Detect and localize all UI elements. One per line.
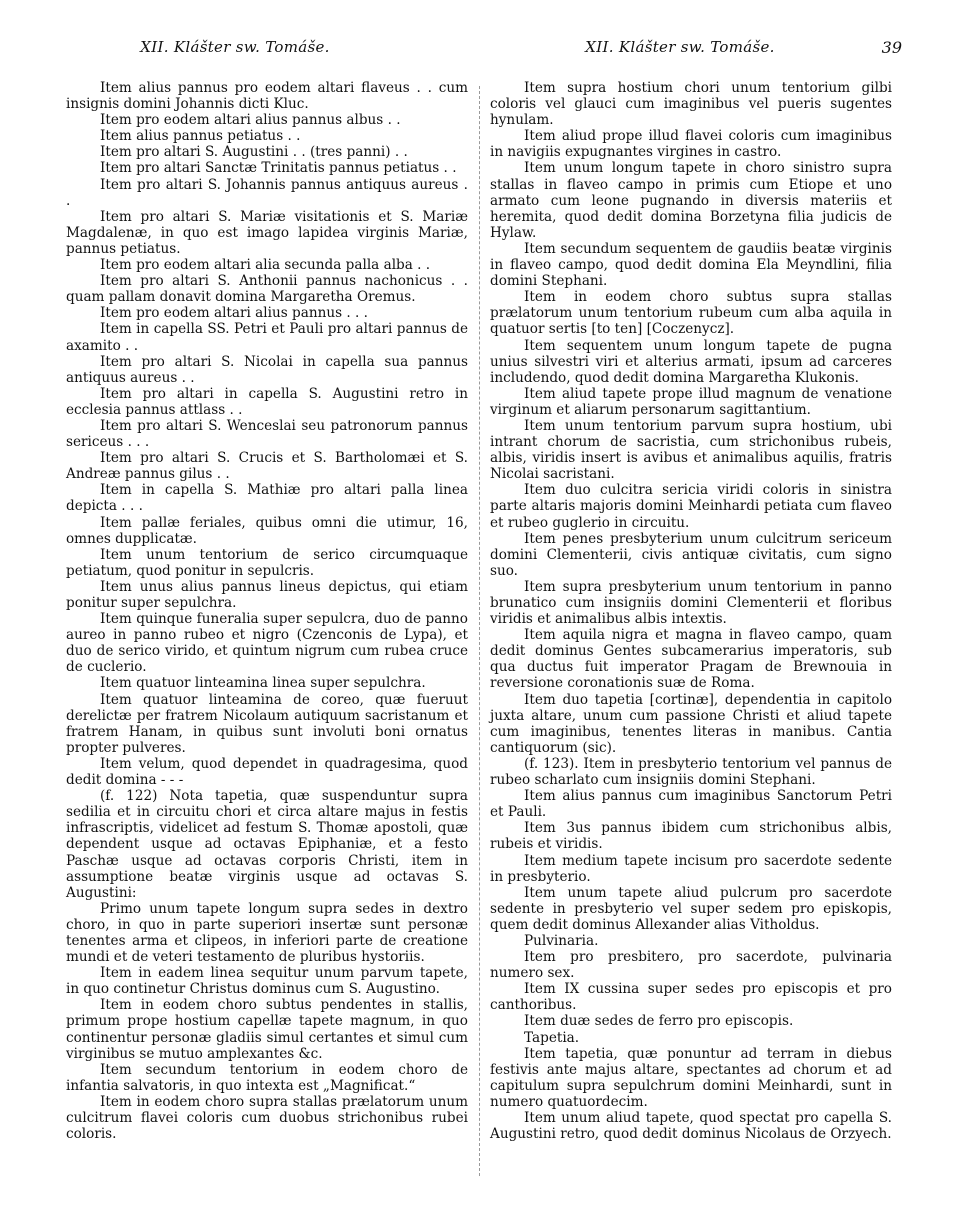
paragraph: Item supra hostium chori unum tentorium gilbi coloris vel glauci cum imaginibus vel pueris sugentes hynulam. xyxy=(490,80,892,129)
paragraph: Item pro presbitero, pro sacerdote, pulvinaria numero sex. xyxy=(490,949,892,982)
paragraph: Item in capella SS. Petri et Pauli pro altari pannus de axamito . . xyxy=(66,321,468,354)
paragraph: Item pro altari S. Anthonii pannus nachonicus . . quam pallam donavit domina Margaretha Oremus. xyxy=(66,273,468,306)
paragraph: Item pro altari Sanctæ Trinitatis pannus petiatus . . xyxy=(100,160,457,177)
paragraph: Item unum tapete aliud pulcrum pro sacerdote sedente in presbyterio vel super sedem pro episkopis, quem dedit dominus Allexander alias Vitholdus. xyxy=(490,884,892,933)
paragraph: Item alius pannus pro eodem altari flaveus . . cum insignis domini Johannis dicti Kluc. xyxy=(66,80,468,113)
paragraph: Item pro altari S. Mariæ visitationis et S. Mariæ Magdalenæ, in quo est imago lapidea virginis Mariæ, pannus petiatus. xyxy=(66,208,468,257)
paragraph: Primo unum tapete longum supra sedes in dextro choro, in quo in parte superiori insertæ sunt personæ tenentes arma et clipeos, in inferiori parte de creatione mundi et de veteri testamento de pluribus hystoriis. xyxy=(66,900,468,966)
paragraph: Item 3us pannus ibidem cum strichonibus albis, rubeis et viridis. xyxy=(490,820,892,853)
paragraph: Item aquila nigra et magna in flaveo campo, quam dedit dominus Gentes subcamerarius imperatoris, sub qua ductus fuit imperator Pragam de Brewnouia in reversione coronationis suæ de Roma. xyxy=(490,627,892,692)
paragraph: Item sequentem unum longum tapete de pugna unius silvestri viri et alterius armati, ipsum ad carceres includendo, quod dedit domina Margaretha Klukonis. xyxy=(490,337,892,386)
paragraph: Item alius pannus petiatus . . xyxy=(100,128,301,145)
section-heading: Pulvinaria. xyxy=(524,932,599,949)
paragraph: Item pro altari S. Augustini . . (tres panni) . . xyxy=(100,144,408,161)
paragraph: Item duo culcitra sericia viridi coloris in sinistra parte altaris majoris domini Meinhardi petiata cum flaveo et rubeo guglerio in circuitu. xyxy=(490,482,892,531)
column-divider xyxy=(479,86,480,1176)
paragraph: Item quinque funeralia super sepulcra, duo de panno aureo in panno rubeo et nigro (Czenconis de Lypa), et duo de serico virido, et quintum nigrum cum rubea cruce de cuclerio. xyxy=(66,611,468,676)
paragraph: Item in capella S. Mathiæ pro altari palla linea depicta . . . xyxy=(66,482,468,515)
running-header-left: XII. Klášter sw. Tomáše. xyxy=(140,38,330,56)
paragraph: Item unum aliud tapete, quod spectat pro capella S. Augustini retro, quod dedit dominus Nicolaus de Orzyech. xyxy=(490,1110,892,1143)
paragraph: Item pallæ feriales, quibus omni die utimur, 16, omnes dupplicatæ. xyxy=(66,514,468,547)
paragraph: Item secundum sequentem de gaudiis beatæ virginis in flaveo campo, quod dedit domina Ela Meyndlini, filia domini Stephani. xyxy=(490,240,892,290)
paragraph: Item in eodem choro subtus pendentes in stallis, primum prope hostium capellæ tapete magnum, in quo continentur personæ gladiis simul certantes et simul cum virginibus se mutuo amplexantes &c. xyxy=(66,997,468,1062)
paragraph: Item medium tapete incisum pro sacerdote sedente in presbyterio. xyxy=(490,852,892,885)
paragraph: Item alius pannus cum imaginibus Sanctorum Petri et Pauli. xyxy=(490,788,892,821)
paragraph: Item in eodem choro subtus supra stallas prælatorum unum tentorium rubeum cum alba aquila in quatuor sertis [to ten] [Coczenycz]. xyxy=(490,289,892,338)
paragraph: Item pro eodem altari alius pannus . . . xyxy=(100,305,368,322)
paragraph: Item pro altari S. Nicolai in capella sua pannus antiquus aureus . . xyxy=(66,353,468,386)
paragraph: Item pro altari S. Johannis pannus antiquus aureus . . xyxy=(66,176,468,209)
paragraph: Item pro eodem altari alius pannus albus . . xyxy=(100,112,401,129)
paragraph: (f. 122) Nota tapetia, quæ suspenduntur supra sedilia et in circuitu chori et circa altare majus in festis infrascriptis, videlicet ad festum S. Thomæ apostoli, quæ dependent usque ad octavas Epiphaniæ, et a festo Paschæ usque ad octavas corporis Christi, item in assumptione beatæ virginis usque ad octavas S. Augustini: xyxy=(66,788,468,901)
paragraph: Item velum, quod dependet in quadragesima, quod dedit domina - - - xyxy=(66,755,468,789)
paragraph: Item aliud prope illud flavei coloris cum imaginibus in navigiis expugnantes virgines in castro. xyxy=(490,128,892,161)
paragraph: Item tapetia, quæ ponuntur ad terram in diebus festivis ante majus altare, spectantes ad chorum et ad capitulum supra sepulchrum domini Meinhardi, sunt in numero quatuordecim. xyxy=(490,1045,892,1110)
paragraph: Item in eadem linea sequitur unum parvum tapete, in quo continetur Christus dominus cum S. Augustino. xyxy=(66,965,468,998)
left-column xyxy=(66,80,468,1142)
paragraph: Item IX cussina super sedes pro episcopis et pro canthoribus. xyxy=(490,981,892,1014)
paragraph: Item quatuor linteamina linea super sepulchra. xyxy=(100,675,426,692)
paragraph: Item unum longum tapete in choro sinistro supra stallas in flaveo campo in primis cum Etiope et uno armato cum leone pugnando in diversis materiis et heremita, quod dedit domina Borzetyna filia judicis de Hylaw. xyxy=(490,160,892,241)
paragraph: Item aliud tapete prope illud magnum de venatione virginum et aliarum personarum sagittantium. xyxy=(490,385,892,418)
paragraph: Item supra presbyterium unum tentorium in panno brunatico cum insigniis domini Clementerii et floribus viridis et animalibus albis intextis. xyxy=(490,578,892,628)
paragraph: Item duo tapetia [cortinæ], dependentia in capitolo juxta altare, unum cum passione Christi et aliud tapete cum imaginibus, tenentes literas in manibus. Cantia cantiquorum (sic). xyxy=(490,691,892,756)
paragraph: Item secundum tentorium in eodem choro de infantia salvatoris, in quo intexta est „Magnificat.“ xyxy=(66,1061,468,1094)
paragraph: Item penes presbyterium unum culcitrum sericeum domini Clementerii, civis antiquæ civitatis, cum signo suo. xyxy=(490,530,892,579)
paragraph: Item duæ sedes de ferro pro episcopis. xyxy=(524,1013,794,1030)
paragraph: Item pro eodem altari alia secunda palla alba . . xyxy=(100,257,431,274)
section-heading: Tapetia. xyxy=(524,1029,580,1046)
paragraph: (f. 123). Item in presbyterio tentorium vel pannus de rubeo scharlato cum insigniis domini Stephani. xyxy=(490,755,892,789)
paragraph: Item in eodem choro supra stallas prælatorum unum culcitrum flavei coloris cum duobus strichonibus rubei coloris. xyxy=(66,1093,468,1143)
paragraph: Item pro altari S. Wenceslai seu patronorum pannus sericeus . . . xyxy=(66,417,468,451)
right-column xyxy=(490,80,892,1142)
page-number: 39 xyxy=(881,38,902,57)
paragraph: Item pro altari S. Crucis et S. Bartholomæi et S. Andreæ pannus gilus . . xyxy=(66,450,468,483)
paragraph: Item unum tentorium de serico circumquaque petiatum, quod ponitur in sepulcris. xyxy=(66,546,468,579)
paragraph: Item unum tentorium parvum supra hostium, ubi intrant chorum de sacristia, cum strichonibus rubeis, albis, viridis insert is avibus et animalibus aquilis, fratris Nicolai sacristani. xyxy=(490,417,892,483)
paragraph: Item pro altari in capella S. Augustini retro in ecclesia pannus attlass . . xyxy=(66,385,468,418)
paragraph: Item unus alius pannus lineus depictus, qui etiam ponitur super sepulchra. xyxy=(66,578,468,611)
running-header-right: XII. Klášter sw. Tomáše. xyxy=(585,38,775,56)
paragraph: Item quatuor linteamina de coreo, quæ fueruut derelictæ per fratrem Nicolaum autiquum sacristanum et fratrem Hanam, in quibus sunt involuti boni ornatus propter pulveres. xyxy=(66,691,468,756)
